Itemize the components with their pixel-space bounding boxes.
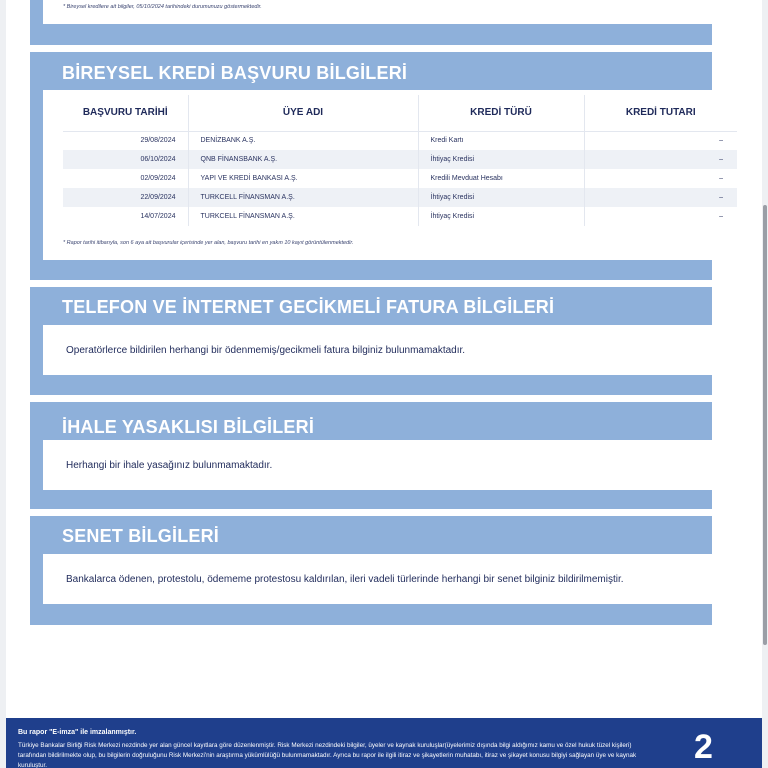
individual-credit-note: * Bireysel kredilere ait bilgiler, 05/10/2024 tarihindeki durumunuzu göstermektedir. xyxy=(63,4,262,10)
tender-ban-section xyxy=(30,402,712,509)
credit-applications-title: BİREYSEL KREDİ BAŞVURU BİLGİLERİ xyxy=(62,63,408,83)
credit-amount: – xyxy=(719,213,723,220)
previous-section-body xyxy=(43,0,753,24)
promissory-notes-title: SENET BİLGİLERİ xyxy=(62,526,220,546)
table-header-row xyxy=(63,95,737,131)
header-member-name: ÜYE ADI xyxy=(188,95,418,131)
header-application-date: BAŞVURU TARİHİ xyxy=(63,95,188,131)
credit-amount: – xyxy=(719,137,723,145)
promissory-notes-body xyxy=(43,554,753,604)
tender-ban-message: Herhangi bir ihale yasağınız bulunmamaktadır. xyxy=(66,460,273,471)
credit-type: İhtiyaç Kredisi xyxy=(418,188,584,207)
phone-internet-title: TELEFON VE İNTERNET GECİKMELİ FATURA BİLGİLERİ xyxy=(62,297,555,317)
phone-internet-section xyxy=(30,287,712,395)
credit-amount: – xyxy=(584,188,737,207)
phone-internet-message: Operatörlerce bildirilen herhangi bir ödenmemiş/gecikmeli fatura bilginiz bulunmamaktadır. xyxy=(66,345,466,356)
credit-amount: – xyxy=(584,150,737,169)
credit-type: İhtiyaç Kredisi xyxy=(418,150,584,169)
member-name: DENİZBANK A.Ş. xyxy=(188,131,418,150)
credit-applications-section xyxy=(30,52,723,280)
member-name: TURKCELL FİNANSMAN A.Ş. xyxy=(188,188,418,207)
tender-ban-title: İHALE YASAKLISI BİLGİLERİ xyxy=(62,417,315,437)
promissory-notes-section xyxy=(30,516,712,625)
application-date: 22/09/2024 xyxy=(63,188,188,207)
table-row xyxy=(63,150,737,169)
page-number: 2 xyxy=(694,728,713,766)
credit-applications-body xyxy=(43,90,753,260)
application-date: 06/10/2024 xyxy=(63,150,188,169)
member-name: YAPI VE KREDİ BANKASI A.Ş. xyxy=(188,169,418,188)
table-row xyxy=(63,188,737,207)
scrollbar[interactable] xyxy=(762,0,768,768)
table-row xyxy=(63,207,737,226)
member-name: TURKCELL FİNANSMAN A.Ş. xyxy=(188,207,418,226)
application-date: 29/08/2024 xyxy=(63,131,188,150)
previous-section xyxy=(30,0,712,45)
table-row xyxy=(63,131,737,150)
phone-internet-body xyxy=(43,325,753,375)
footer-disclaimer: Türkiye Bankalar Birliği Risk Merkezi nezdinde yer alan güncel kayıtlara göre düzenlenmiştir. Risk Merkezi nezdindeki bilgiler, üyeler ve kaynak kuruluşlar(üyelerimiz dışında bilgi aldığımız kamu ve özel hukuk tüzel kişileri) tarafından bildirilmekte olup, bu bilgilerin doğruluğunu Risk Merkezi'nin araştırma yükümlülüğü bulunmamaktadır. Ayrıca bu rapor ile ilgili itiraz ve şikayetlerin muhatabı, itiraz ve şikayet konusu bilgiyi sağlayan üye ve kaynak kuruluştur. xyxy=(18,742,637,768)
header-credit-type: KREDİ TÜRÜ xyxy=(418,95,584,131)
header-credit-amount: KREDİ TUTARI xyxy=(584,95,737,131)
credit-type: Kredili Mevduat Hesabı xyxy=(418,169,584,188)
credit-amount: – xyxy=(719,175,723,182)
table-row xyxy=(63,169,737,188)
report-footer xyxy=(6,718,762,768)
credit-applications-note: * Rapor tarihi itibarıyla, son 6 aya ait başvurular içerisinde yer alan, başvuru tarihi en yakın 10 kayıt görüntülenmektedir. xyxy=(63,240,354,246)
credit-type: Kredi Kartı xyxy=(418,131,584,150)
member-name: QNB FİNANSBANK A.Ş. xyxy=(188,150,418,169)
credit-type: İhtiyaç Kredisi xyxy=(418,207,584,226)
credit-applications-table xyxy=(63,95,737,226)
tender-ban-body xyxy=(43,440,753,490)
application-date: 14/07/2024 xyxy=(63,207,188,226)
e-signature-title: Bu rapor "E-imza" ile imzalanmıştır. xyxy=(18,729,137,736)
report-page xyxy=(6,0,762,768)
promissory-notes-message: Bankalarca ödenen, protestolu, ödememe protestosu kaldırılan, ileri vadeli türlerinde herhangi bir senet bilginiz bildirilmemiştir. xyxy=(66,574,624,585)
application-date: 02/09/2024 xyxy=(63,169,188,188)
scrollbar-thumb[interactable] xyxy=(763,205,767,645)
